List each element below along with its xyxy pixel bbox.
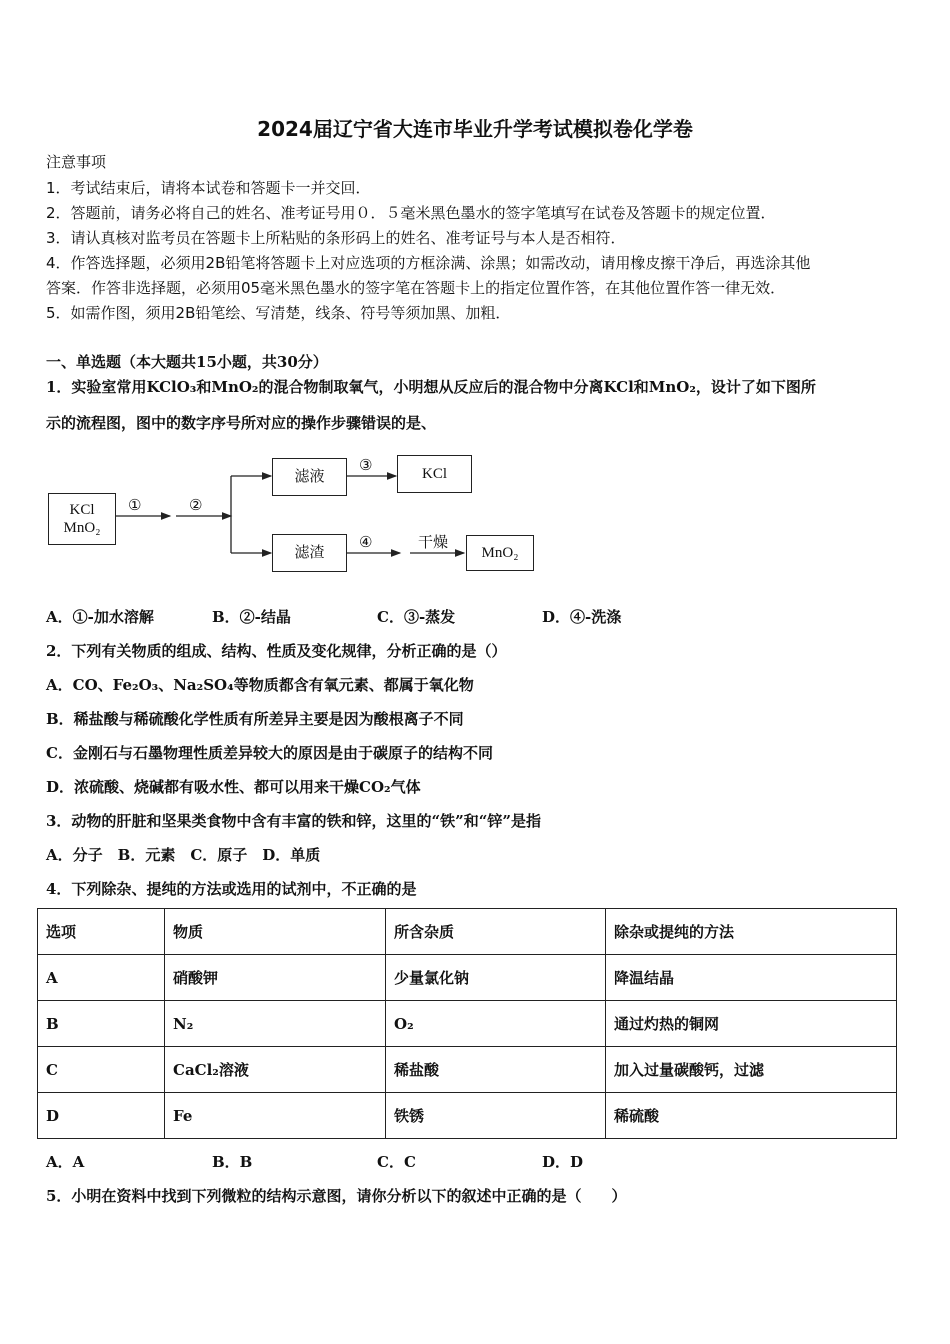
page-title: 2024届辽宁省大连市毕业升学考试模拟卷化学卷: [257, 117, 693, 141]
table-cell: N₂: [165, 1001, 386, 1047]
table-cell: B: [38, 1001, 165, 1047]
q4-option-d: D．D: [542, 1153, 584, 1171]
table-cell: 所含杂质: [386, 909, 606, 955]
q1-stem-2: 示的流程图，图中的数字序号所对应的操作步骤错误的是、: [46, 414, 437, 432]
table-cell: 通过灼热的铜网: [606, 1001, 897, 1047]
notice-item: 答案．作答非选择题，必须用05毫米黑色墨水的签字笔在答题卡上的指定位置作答，在其他位置作答一律无效．: [46, 279, 786, 297]
step-4-label: ④: [359, 533, 373, 551]
q3-stem: 3．动物的肝脏和坚果类食物中含有丰富的铁和锌，这里的“铁”和“锌”是指: [46, 812, 541, 830]
table-cell: 物质: [165, 909, 386, 955]
table-cell: O₂: [386, 1001, 606, 1047]
notice-item: 3．请认真核对监考员在答题卡上所粘贴的条形码上的姓名、准考证号与本人是否相符．: [46, 229, 626, 247]
q4-stem: 4．下列除杂、提纯的方法或选用的试剂中，不正确的是: [46, 880, 417, 898]
step-2-label: ②: [189, 496, 203, 514]
notice-item: 2．答题前，请务必将自己的姓名、准考证号用０．５毫米黑色墨水的签字笔填写在试卷及答题卡的规定位置．: [46, 204, 776, 222]
q4-option-b: B．B: [212, 1153, 253, 1171]
mno2-box: MnO₂: [466, 535, 534, 571]
table-cell: CaCl₂溶液: [165, 1047, 386, 1093]
table-cell: 除杂或提纯的方法: [606, 909, 897, 955]
q4-option-c: C．C: [377, 1153, 416, 1171]
table-cell: 降温结晶: [606, 955, 897, 1001]
q4-table: [37, 908, 897, 1139]
residue-box: 滤渣: [272, 534, 347, 572]
table-cell: 少量氯化钠: [386, 955, 606, 1001]
table-cell: Fe: [165, 1093, 386, 1139]
mno2-label: MnO₂: [63, 520, 101, 536]
filtrate-box: 滤液: [272, 458, 347, 496]
q5-stem: 5．小明在资料中找到下列微粒的结构示意图，请你分析以下的叙述中正确的是（ ）: [46, 1187, 627, 1205]
notice-heading: 注意事项: [46, 153, 107, 171]
notice-item: 1．考试结束后，请将本试卷和答题卡一并交回．: [46, 179, 371, 197]
q2-option-a: A．CO、Fe₂O₃、Na₂SO₄等物质都含有氧元素、都属于氧化物: [46, 676, 474, 694]
q3-options: A．分子 B．元素 C．原子 D．单质: [46, 846, 321, 864]
q1-option-c: C．③-蒸发: [377, 608, 456, 626]
table-row: [38, 1093, 897, 1139]
table-cell: 选项: [38, 909, 165, 955]
table-cell: C: [38, 1047, 165, 1093]
q1-option-b: B．②-结晶: [212, 608, 291, 626]
q2-stem: 2．下列有关物质的组成、结构、性质及变化规律，分析正确的是（）: [46, 642, 507, 660]
q1-option-a: A．①-加水溶解: [46, 608, 154, 626]
step-3-label: ③: [359, 456, 373, 474]
q2-option-d: D．浓硫酸、烧碱都有吸水性、都可以用来干燥CO₂气体: [46, 778, 421, 796]
table-cell: 加入过量碳酸钙，过滤: [606, 1047, 897, 1093]
notice-item: 5．如需作图，须用2B铅笔绘、写清楚，线条、符号等须加黑、加粗．: [46, 304, 511, 322]
step-1-label: ①: [128, 496, 142, 514]
section-heading: 一、单选题（本大题共15小题，共30分）: [46, 353, 328, 371]
dry-label: 干燥: [418, 533, 449, 551]
table-cell: D: [38, 1093, 165, 1139]
q1-option-d: D．④-洗涤: [542, 608, 622, 626]
table-cell: 稀盐酸: [386, 1047, 606, 1093]
table-row: [38, 1001, 897, 1047]
q2-option-c: C．金刚石与石墨物理性质差异较大的原因是由于碳原子的结构不同: [46, 744, 493, 762]
notice-item: 4．作答选择题，必须用2B铅笔将答题卡上对应选项的方框涂满、涂黑；如需改动，请用橡皮擦干净后，再选涂其他: [46, 254, 811, 272]
table-header-row: [38, 909, 897, 955]
kcl-label: KCl: [69, 502, 95, 518]
table-cell: A: [38, 955, 165, 1001]
table-row: [38, 1047, 897, 1093]
table-row: [38, 955, 897, 1001]
q2-option-b: B．稀盐酸与稀硫酸化学性质有所差异主要是因为酸根离子不同: [46, 710, 464, 728]
mixture-box: [48, 493, 116, 545]
flow-arrows: [0, 0, 950, 600]
kcl-box: KCl: [397, 455, 472, 493]
q4-option-a: A．A: [46, 1153, 85, 1171]
table-cell: 稀硫酸: [606, 1093, 897, 1139]
table-cell: 硝酸钾: [165, 955, 386, 1001]
table-cell: 铁锈: [386, 1093, 606, 1139]
q1-stem: 1．实验室常用KClO₃和MnO₂的混合物制取氧气，小明想从反应后的混合物中分离KCl和MnO₂，设计了如下图所: [46, 378, 816, 396]
